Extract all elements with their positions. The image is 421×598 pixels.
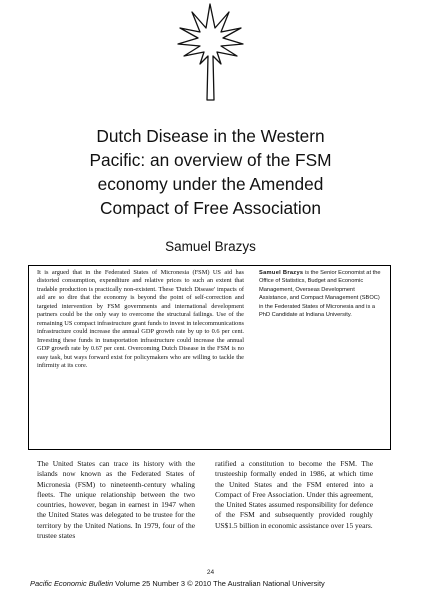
title-line: Pacific: an overview of the FSM bbox=[89, 150, 332, 170]
author-bio bbox=[259, 269, 383, 320]
author-name: Samuel Brazys bbox=[165, 239, 256, 254]
bio-author-name: Samuel Brazys bbox=[259, 270, 304, 276]
journal-footer bbox=[30, 579, 400, 588]
title-line: Dutch Disease in the Western bbox=[96, 126, 325, 146]
body-column-left: The United States can trace its history with the islands now known as the Federated States of Micronesia (FSM) to nineteenth-century whaling fleets. The unique relationship between the two countries, however, began in earnest in 1947 when the United States was delegated to be trustee for the territory by the United Nations. In 1979, four of the trustee states bbox=[37, 459, 195, 541]
page-number: 24 bbox=[206, 569, 215, 576]
palm-tree-logo bbox=[170, 2, 251, 102]
abstract-text: It is argued that in the Federated States of Micronesia (FSM) US aid has distorted consumption, expenditure and relative prices to such an extent that tradable production is practically non-existent. These 'Dutch Disease' impacts of aid are so dire that the economy is beyond the point of self-correction and targeted intervention by FSM governments and international development partners could be the only way to overcome the structural failings. Use of the remaining US compact infrastructure grant funds to invest in telecommunications infrastructure could increase the annual GDP growth rate by up to 0.6 per cent. Investing these funds in transportation infrastructure could increase the annual GDP growth rate by 0.67 per cent. Overcoming Dutch Disease in the FSM is no easy task, but ways forward exist for policymakers who are willing to tackle the infirmity at its core. bbox=[37, 269, 244, 369]
title-line: Compact of Free Association bbox=[100, 198, 321, 218]
title-line: economy under the Amended bbox=[97, 174, 324, 194]
bio-text: is the Senior Economist at the Office of Statistics, Budget and Economic Management, Overseas Development Assistance, and Compact Management (SBOC) in the Federated States of Micronesia and is a PhD Candidate at Indiana University. bbox=[259, 270, 381, 319]
body-column-right: ratified a constitution to become the FSM. The trusteeship formally ended in 1986, at which time the United States and the FSM entered into a Compact of Free Association. Under this agreement, the United States assumed responsibility for defence of the FSM and subsequently provided roughly US$1.5 billion in economic assistance over 15 years. bbox=[215, 459, 373, 530]
article-title bbox=[40, 124, 381, 220]
journal-name: Pacific Economic Bulletin bbox=[30, 579, 114, 588]
journal-citation: Volume 25 Number 3 © 2010 The Australian National University bbox=[115, 579, 325, 588]
